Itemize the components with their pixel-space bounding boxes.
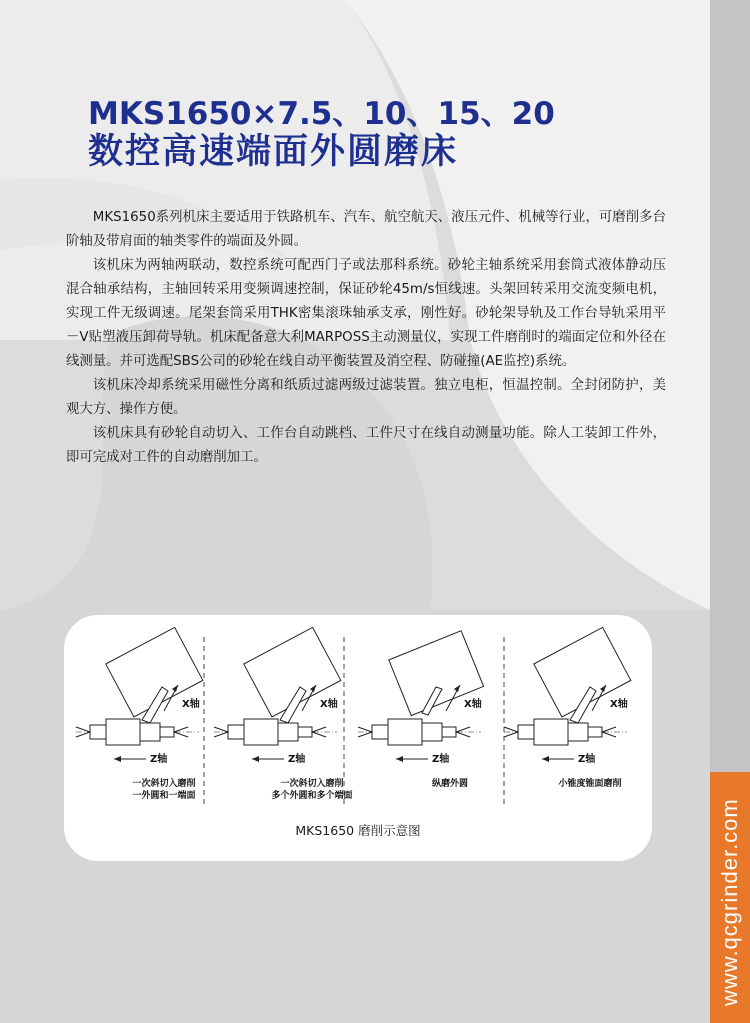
mode-label-1: 一次斜切入磨削 一外圆和一端面 [132, 779, 196, 801]
z-axis-arrowhead-3 [396, 756, 403, 762]
shaft-end-1 [160, 727, 174, 737]
mode-label-2: 一次斜切入磨削 多个外圆和多个端面 [271, 779, 353, 801]
shaft-body-3 [388, 719, 422, 745]
paragraph-4: 该机床具有砂轮自动切入、工作台自动跳档、工件尺寸在线自动测量功能。除人工装卸工件外，即可完成对工件的自动磨削加工。 [66, 426, 666, 465]
diagram-1 [76, 627, 203, 765]
shaft-left-4 [518, 725, 534, 739]
grinding-diagram-panel [64, 615, 652, 861]
shaft-step-2 [278, 723, 298, 741]
description-text [66, 206, 666, 470]
paragraph-3: 该机床冷却系统采用磁性分离和纸质过滤两级过滤装置。独立电柜，恒温控制。全封闭防护，美观大方、操作方便。 [66, 378, 666, 417]
shaft-left-3 [372, 725, 388, 739]
x-axis-label-1: X轴 [182, 699, 200, 710]
z-axis-label-4: Z轴 [578, 754, 596, 765]
z-axis-arrowhead-1 [114, 756, 121, 762]
x-axis-label-2: X轴 [320, 699, 338, 710]
diagram-caption: MKS1650 磨削示意图 [295, 823, 421, 838]
paragraph-2: 该机床为两轴两联动，数控系统可配西门子或法那科系统。砂轮主轴系统采用套筒式液体静动压混合轴承结构，主轴回转采用变频调速控制，保证砂轮45m/s恒线速。头架回转采用交流变频电机，实现工件无级调速。尾架套筒采用THK密集滚珠轴承支承，刚性好。砂轮架导轨及工作台导轨采用平－V贴塑液压卸荷导轨。机床配备意大利MARPOSS主动测量仪，实现工件磨削时的端面定位和外径在线测量。并可选配SBS公司的砂轮在线自动平衡装置及消空程、防碰撞(AE监控)系统。 [66, 258, 666, 369]
z-axis-label-2: Z轴 [288, 754, 306, 765]
shaft-left-1 [90, 725, 106, 739]
shaft-step-4 [568, 723, 588, 741]
shaft-body-1 [106, 719, 140, 745]
z-axis-arrowhead-2 [252, 756, 259, 762]
z-axis-label-1: Z轴 [150, 754, 168, 765]
x-axis-label-4: X轴 [610, 699, 628, 710]
shaft-end-4 [588, 727, 602, 737]
shaft-step-1 [140, 723, 160, 741]
shaft-body-4 [534, 719, 568, 745]
shaft-end-2 [298, 727, 312, 737]
x-axis-label-3: X轴 [464, 699, 482, 710]
product-name-title: 数控高速端面外圆磨床 [88, 132, 459, 172]
z-axis-arrowhead-4 [542, 756, 549, 762]
mode-label-3: 纵磨外圆 [431, 779, 468, 789]
shaft-step-3 [422, 723, 442, 741]
paragraph-1: MKS1650系列机床主要适用于铁路机车、汽车、航空航天、液压元件、机械等行业，可磨削多台阶轴及带肩面的轴类零件的端面及外圆。 [66, 210, 666, 249]
diagram-4 [504, 627, 631, 765]
diagram-3 [358, 631, 484, 765]
shaft-end-3 [442, 727, 456, 737]
z-axis-label-3: Z轴 [432, 754, 450, 765]
product-model-title: MKS1650×7.5、10、15、20 [88, 96, 555, 132]
diagram-2 [214, 627, 341, 765]
mode-label-4: 小锥度锥面磨削 [558, 779, 622, 789]
website-url[interactable]: www.qcgrinder.com [717, 798, 742, 1007]
shaft-body-2 [244, 719, 278, 745]
shaft-left-2 [228, 725, 244, 739]
